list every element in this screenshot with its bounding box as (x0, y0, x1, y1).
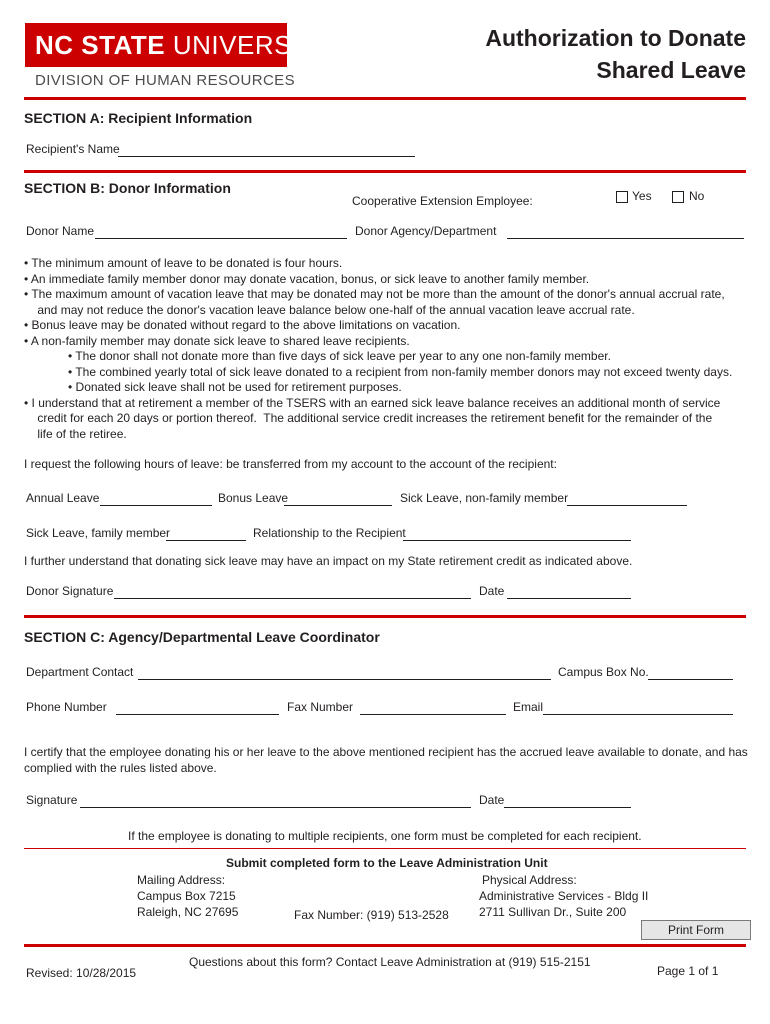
logo-text (35, 30, 334, 61)
submit-heading: Submit completed form to the Leave Administration Unit (226, 856, 548, 870)
title-line-2: Shared Leave (596, 57, 746, 83)
signature-field[interactable] (80, 807, 471, 808)
phone-field[interactable] (116, 714, 279, 715)
logo-subtitle: DIVISION OF HUMAN RESOURCES (35, 72, 295, 89)
sub-rule-item: • The combined yearly total of sick leave donated to a recipient from non-family member donors may not exceed twenty days. (68, 364, 733, 379)
coop-yes-checkbox[interactable] (616, 191, 628, 203)
coordinator-date-label: Date (479, 793, 505, 807)
rule-item: • I understand that at retirement a member of the TSERS with an earned sick leave balance receives an additional month of service (24, 395, 721, 410)
sick-nonfamily-label: Sick Leave, non-family member (400, 491, 569, 505)
donor-name-field[interactable] (95, 238, 347, 239)
logo-main: NC STATE (35, 30, 166, 60)
request-text: I request the following hours of leave: be transferred from my account to the account of the recipient: (24, 457, 557, 471)
fax-number: Fax Number: (919) 513-2528 (294, 908, 449, 922)
understand-text: I further understand that donating sick leave may have an impact on my State retirement credit as indicated above. (24, 554, 633, 568)
footer-bottom-divider (24, 944, 746, 947)
recipient-name-label: Recipient's Name (26, 142, 120, 156)
relationship-label: Relationship to the Recipient (253, 526, 406, 540)
rule-item: • Bonus leave may be donated without regard to the above limitations on vacation. (24, 318, 461, 332)
donor-signature-label: Donor Signature (26, 584, 114, 598)
campus-box-field[interactable] (648, 679, 733, 680)
section-b-heading: SECTION B: Donor Information (24, 180, 231, 196)
sub-rule-item: • Donated sick leave shall not be used for retirement purposes. (68, 380, 402, 394)
rule-item: • The minimum amount of leave to be donated is four hours. (24, 256, 343, 270)
revised-date: Revised: 10/28/2015 (26, 966, 137, 980)
donor-rules-list (24, 256, 732, 442)
bonus-leave-label: Bonus Leave (218, 491, 289, 505)
coordinator-date-field[interactable] (504, 807, 631, 808)
section-a-heading: SECTION A: Recipient Information (24, 110, 253, 126)
bonus-leave-field[interactable] (284, 505, 392, 506)
campus-box-label: Campus Box No. (558, 665, 649, 679)
fax-label: Fax Number (287, 700, 354, 714)
sick-family-label: Sick Leave, family member (26, 526, 171, 540)
donor-date-label: Date (479, 584, 505, 598)
sick-nonfamily-field[interactable] (567, 505, 687, 506)
multi-recipient-note: If the employee is donating to multiple recipients, one form must be completed for each recipient. (128, 829, 642, 843)
coop-no-checkbox[interactable] (672, 191, 684, 203)
donor-date-field[interactable] (507, 598, 631, 599)
dept-contact-field[interactable] (138, 679, 551, 680)
sub-rule-item: • The donor shall not donate more than five days of sick leave per year to any one non-family member. (68, 349, 611, 363)
section-a-divider (24, 170, 746, 173)
donor-signature-field[interactable] (114, 598, 471, 599)
recipient-name-field[interactable] (118, 156, 415, 157)
mailing-line-2: Raleigh, NC 27695 (137, 905, 239, 919)
questions-text: Questions about this form? Contact Leave Administration at (919) 515-2151 (189, 955, 591, 969)
sick-family-field[interactable] (166, 540, 246, 541)
rule-item: • A non-family member may donate sick leave to shared leave recipients. (24, 333, 410, 348)
coop-yes-label: Yes (632, 189, 652, 203)
physical-line-2: 2711 Sullivan Dr., Suite 200 (479, 905, 627, 919)
donor-agency-label: Donor Agency/Department (355, 224, 497, 238)
phone-label: Phone Number (26, 700, 107, 714)
donor-agency-field[interactable] (507, 238, 744, 239)
relationship-field[interactable] (403, 540, 631, 541)
annual-leave-field[interactable] (100, 505, 212, 506)
donor-name-label: Donor Name (26, 224, 95, 238)
rule-item: and may not reduce the donor's vacation leave balance below one-half of the annual vacation leave accrual rate. (24, 302, 635, 317)
physical-line-1: Administrative Services - Bldg II (479, 889, 649, 903)
rule-item: • The maximum amount of vacation leave that may be donated may not be more than the amount of the donor's annual accrual rate, (24, 287, 725, 301)
dept-contact-label: Department Contact (26, 665, 134, 679)
mailing-label: Mailing Address: (137, 873, 226, 887)
mailing-line-1: Campus Box 7215 (137, 889, 236, 903)
rule-item: • An immediate family member donor may donate vacation, bonus, or sick leave to another family member. (24, 271, 590, 286)
footer-divider (24, 848, 746, 849)
certify-text (24, 744, 748, 776)
signature-label: Signature (26, 793, 78, 807)
rule-item: credit for each 20 days or portion thereof. The additional service credit increases the retirement benefit for the remainder of the (24, 411, 713, 425)
fax-field[interactable] (360, 714, 506, 715)
certify-line-2: complied with the rules listed above. (24, 761, 217, 775)
email-field[interactable] (543, 714, 733, 715)
header-divider (24, 97, 746, 100)
print-form-button[interactable]: Print Form (641, 920, 751, 940)
rule-item: life of the retiree. (24, 426, 127, 441)
coop-no-label: No (689, 189, 705, 203)
annual-leave-label: Annual Leave (26, 491, 100, 505)
physical-label: Physical Address: (482, 873, 577, 887)
logo-second: UNIVERSITY (172, 30, 334, 60)
page-number: Page 1 of 1 (657, 964, 719, 978)
certify-line-1: I certify that the employee donating his or her leave to the above mentioned recipient has the accrued leave available to donate, and has (24, 745, 748, 759)
coop-extension-label: Cooperative Extension Employee: (352, 194, 533, 208)
email-label: Email (513, 700, 544, 714)
section-b-divider (24, 615, 746, 618)
page-title (485, 22, 746, 86)
section-c-heading: SECTION C: Agency/Departmental Leave Coordinator (24, 629, 380, 645)
nc-state-logo (25, 23, 334, 67)
title-line-1: Authorization to Donate (485, 25, 746, 51)
